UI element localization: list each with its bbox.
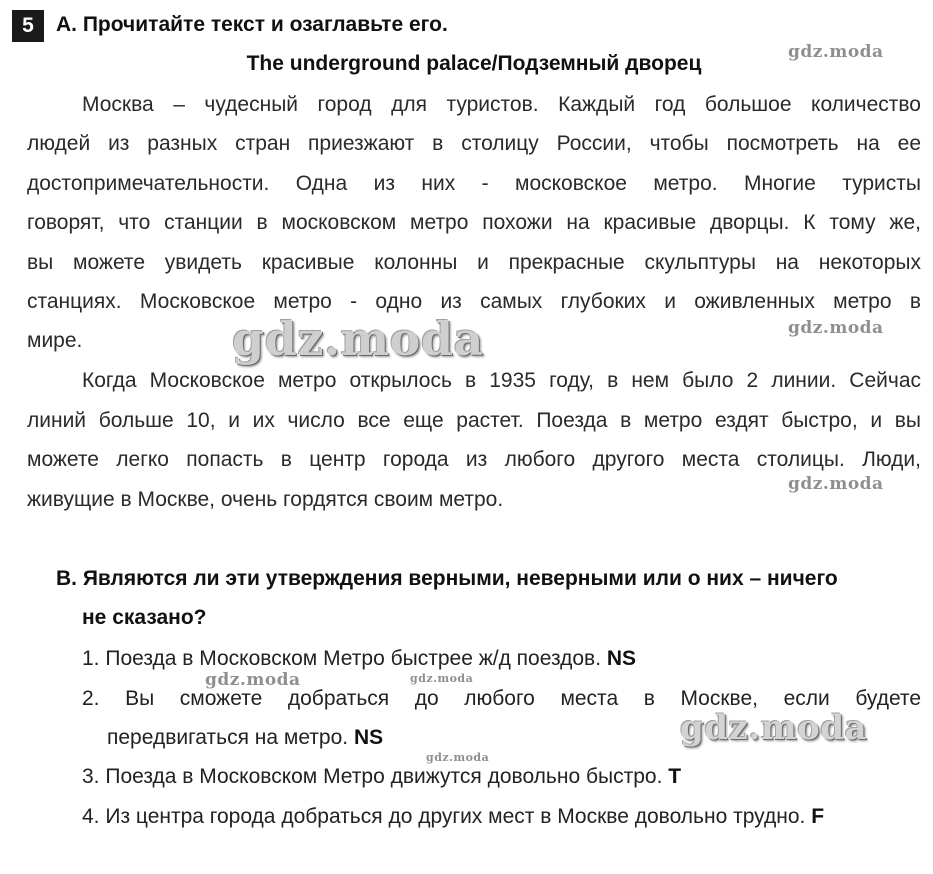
task-number-badge: 5	[12, 10, 44, 42]
part-b-heading-cont: не сказано?	[82, 606, 207, 629]
statement-3	[82, 763, 681, 791]
statement-2: 2. Вы сможете добраться до любого места в Москве, если будете	[82, 687, 921, 710]
text-line: Москва – чудесный город для туристов. Каждый год большое количество	[82, 93, 921, 116]
text-line: говорят, что станции в московском метро похожи на красивые дворцы. К тому же,	[27, 211, 921, 234]
text-line: достопримечательности. Одна из них - московское метро. Многие туристы	[27, 172, 921, 195]
text-title: The underground palace/Подземный дворец	[246, 52, 702, 75]
text-line: людей из разных стран приезжают в столицу России, чтобы посмотреть на ее	[27, 132, 921, 155]
statement-text: 3. Поезда в Московском Метро движутся довольно быстро.	[82, 765, 663, 788]
text-line: вы можете увидеть красивые колонны и прекрасные скульптуры на некоторых	[27, 251, 921, 274]
watermark: gdz.moda	[426, 751, 490, 764]
watermark-large: gdz.moda	[232, 312, 484, 366]
watermark: gdz.moda	[788, 474, 884, 494]
statement-text: 1. Поезда в Московском Метро быстрее ж/д поездов.	[82, 647, 602, 670]
statement-answer: NS	[353, 726, 384, 749]
statement-text: 4. Из центра города добраться до других мест в Москве довольно трудно.	[82, 805, 806, 828]
text-line: линий больше 10, и их число все еще растет. Поезда в метро ездят быстро, и вы	[27, 409, 921, 432]
statement-4	[82, 803, 824, 831]
watermark: gdz.moda	[205, 670, 301, 690]
text-line: Когда Московское метро открылось в 1935 году, в нем было 2 линии. Сейчас	[82, 369, 921, 392]
watermark: gdz.moda	[788, 318, 884, 338]
watermark-medium: gdz.moda	[680, 708, 868, 748]
statement-answer: T	[668, 765, 682, 788]
text-line: можете легко попасть в центр города из любого другого места столицы. Люди,	[27, 448, 921, 471]
statement-2-cont	[107, 724, 383, 752]
statement-1	[82, 645, 636, 673]
text-line: станциях. Московское метро - одно из самых глубоких и оживленных метро в	[27, 290, 921, 313]
text-line: мире.	[27, 329, 83, 352]
statement-answer: NS	[606, 647, 637, 670]
watermark: gdz.moda	[788, 42, 884, 62]
statement-text: передвигаться на метро.	[107, 726, 349, 749]
text-line: живущие в Москве, очень гордятся своим метро.	[27, 488, 504, 511]
part-b-heading: B. Являются ли эти утверждения верными, неверными или о них – ничего	[56, 567, 838, 590]
statement-answer: F	[811, 805, 825, 828]
part-a-heading: A. Прочитайте текст и озаглавьте его.	[56, 13, 448, 36]
watermark: gdz.moda	[410, 672, 474, 685]
